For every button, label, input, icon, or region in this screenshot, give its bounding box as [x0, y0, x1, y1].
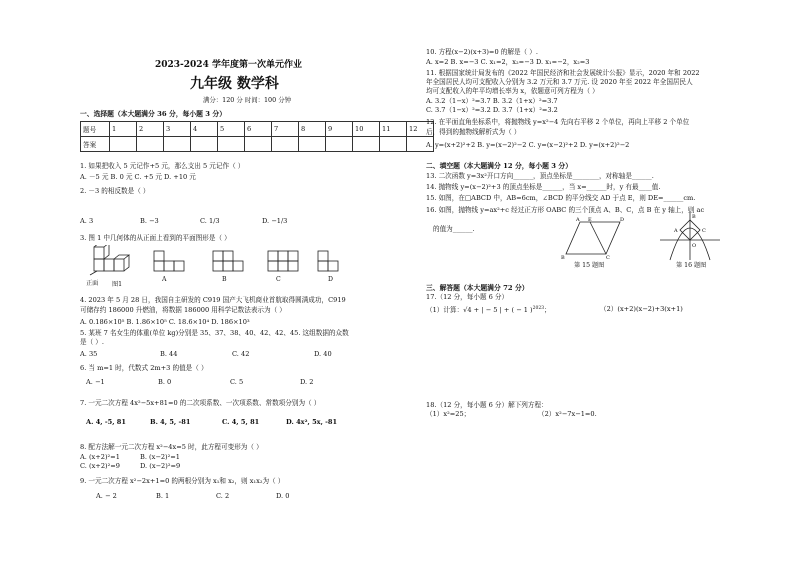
question-14: 14. 抛物线 y=(x−2)²+3 的顶点坐标是______，当 x=______时，y 有最____值.	[426, 183, 661, 191]
table-row	[81, 137, 434, 152]
section-fill-blank: 二、填空题（本大题满分 12 分，每小题 3 分）	[426, 162, 572, 170]
question-2: 2. －3 的相反数是（ ）	[80, 187, 150, 195]
question-7-option-b: B. 4, 5, -81	[150, 418, 191, 426]
question-7-option-d: D. 4x², 5x, -81	[286, 418, 338, 426]
question-9-option-c: C. 2	[216, 492, 230, 500]
question-11-line-1: 11. 根据国家统计局发布的《2022 年国民经济和社会发展统计公报》显示，2020 年和 2022	[426, 69, 700, 77]
question-4-line-1: 4. 2023 年 5 月 28 日，我国自主研发的 C919 国产大飞机商业首航取得圆满成功，C919	[80, 296, 346, 304]
question-4-line-2: 可储存约 186000 升燃油，将数据 186000 用科学记数法表示为（ ）	[80, 306, 286, 314]
question-9-option-b: B. 1	[156, 492, 170, 500]
question-8-option-d: D. (x−2)²=9	[140, 462, 181, 470]
figure-15-parallelogram	[560, 216, 630, 260]
answer-cell[interactable]	[164, 137, 191, 152]
question-5-option-c: C. 42	[232, 350, 250, 358]
question-8-option-b: B. (x−2)²=1	[140, 453, 180, 461]
svg-text:A: A	[674, 228, 678, 234]
question-10-options: A. x=2 B. x=−3 C. x₁=2，x₂=−3 D. x₁=−2，x₂=3	[426, 58, 590, 66]
question-13: 13. 二次函数 y=3x²开口方向______，顶点坐标是________，对称轴是______.	[426, 172, 654, 180]
question-2-option-c: C. 1/3	[200, 217, 220, 225]
svg-text:B: B	[692, 214, 696, 220]
table-cell: 7	[272, 122, 299, 137]
question-6-option-d: D. 2	[300, 378, 314, 386]
table-cell: 6	[245, 122, 272, 137]
question-5-option-b: B. 44	[160, 350, 178, 358]
question-5-option-a: A. 35	[80, 350, 98, 358]
table-cell: 9	[326, 122, 353, 137]
question-12-line-2: 后，得到的抛物线解析式为（ ）	[426, 128, 521, 136]
question-8: 8. 配方法解一元二次方程 x²−4x=5 时，此方程可变形为（ ）	[80, 443, 263, 451]
question-18: 18.（12 分，每小题 6 分）解下列方程：	[426, 401, 548, 409]
table-cell: 5	[218, 122, 245, 137]
q3-label-c: C	[276, 276, 281, 283]
answer-cell[interactable]	[218, 137, 245, 152]
question-16-line-2: 的值为______.	[433, 225, 475, 233]
question-18-part-2: （2）x²−7x−1=0.	[538, 410, 597, 418]
question-2-option-a: A. 3	[80, 217, 94, 225]
question-11-line-2: 年全国居民人均可支配收入分别为 3.2 万元和 3.7 万元. 设 2020 年至 2022 年全国居民人	[426, 78, 693, 86]
section-solve: 三、解答题（本大题满分 72 分）	[426, 284, 529, 292]
question-10: 10. 方程(x−2)(x+3)=0 的解是（ ）.	[426, 48, 538, 56]
question-4-options: A. 0.186×10⁵ B. 1.86×10⁵ C. 18.6×10⁴ D. 186×10³	[80, 318, 250, 326]
exam-title: 2023-2024 学年度第一次单元作业	[155, 60, 302, 70]
table-cell: 11	[380, 122, 407, 137]
table-cell: 10	[353, 122, 380, 137]
question-6: 6. 当 m=1 时，代数式 2m+3 的值是（ ）	[80, 364, 208, 372]
svg-text:O: O	[692, 243, 697, 249]
section-choice: 一、选择题（本大题满分 36 分，每小题 3 分）	[80, 110, 226, 118]
answer-cell[interactable]	[137, 137, 164, 152]
figure-16-parabola	[658, 210, 722, 262]
answer-cell[interactable]	[326, 137, 353, 152]
question-2-option-d: D. −1/3	[262, 217, 288, 225]
question-6-option-c: C. 5	[230, 378, 244, 386]
table-cell: 8	[299, 122, 326, 137]
question-7: 7. 一元二次方程 4x²−5x+81=0 的二次项系数、一次项系数、常数项分别为（ ）	[80, 399, 321, 407]
answer-cell[interactable]	[110, 137, 137, 152]
question-11-line-3: 均可支配收入的年平均增长率为 x，依题意可列方程为（ ）	[426, 87, 599, 95]
figure-16-caption: 第 16 题图	[676, 262, 707, 269]
exam-meta: 满分：120 分 时间：100 分钟	[203, 96, 292, 104]
question-5-line-1: 5. 某班 7 名女生的体重(单位 kg)分别是 35、37、38、40、42、42、45. 这组数据的众数	[80, 329, 349, 337]
question-18-part-1: （1）x²=25；	[426, 410, 471, 418]
svg-text:C: C	[606, 255, 610, 260]
answer-table	[80, 121, 434, 152]
question-6-option-a: A. −1	[86, 378, 105, 386]
table-cell: 2	[137, 122, 164, 137]
question-17-part-1: （1）计算：√4 + | − 5 | + ( − 1 )$^{2023}$；	[426, 306, 551, 315]
table-cell: 12	[407, 122, 434, 137]
svg-text:B: B	[561, 255, 565, 260]
question-2-option-b: B. −3	[140, 217, 159, 225]
table-head-answer: 答案	[81, 137, 110, 152]
question-12-line-1: 12. 在平面直角坐标系中，将抛物线 y=x²−4 先向右平移 2 个单位，再向上平移 2 个单位	[426, 118, 690, 126]
question-17-part-1-exponent: 2023	[532, 306, 545, 311]
question-17-part-2: （2）(x+2)(x−2)+3(x+1)	[600, 305, 683, 313]
question-16-line-1: 16. 如图，抛物线 y=ax²+c 经过正方形 OABC 的三个顶点 A、B、C，点 B 在 y 轴上，则 ac	[426, 206, 705, 214]
answer-cell[interactable]	[299, 137, 326, 152]
answer-cell[interactable]	[191, 137, 218, 152]
answer-cell[interactable]	[272, 137, 299, 152]
question-7-option-c: C. 4, 5, 81	[222, 418, 260, 426]
table-head-number: 题号	[81, 122, 110, 137]
svg-text:E: E	[588, 217, 592, 223]
figure-1-label: 图1	[112, 281, 123, 288]
question-9-option-d: D. 0	[276, 492, 290, 500]
question-11-options-2: C. 3.7（1−x）²=3.2 D. 3.7（1+x）²=3.2	[426, 106, 558, 114]
question-1: 1. 如果把收入 5 元记作+5 元，那么支出 5 元记作（ ）	[80, 162, 245, 170]
svg-text:A: A	[576, 217, 580, 223]
question-5-line-2: 是（ ）.	[80, 338, 104, 346]
question-6-option-b: B. 0	[158, 378, 172, 386]
table-cell: 1	[110, 122, 137, 137]
question-17-part-1-text: （1）计算：√4 + | − 5 | + ( − 1 )	[426, 306, 533, 315]
question-8-option-a: A. (x+2)²=1	[80, 453, 120, 461]
question-8-option-c: C. (x+2)²=9	[80, 462, 120, 470]
question-9-option-a: A. − 2	[96, 492, 117, 500]
svg-text:C: C	[702, 228, 706, 234]
table-cell: 3	[164, 122, 191, 137]
exam-subject: 九年级 数学科	[190, 76, 279, 92]
q3-label-b: B	[222, 276, 227, 283]
question-3: 3. 图 1 中几何体的从正面上看到的平面图形是（ ）	[80, 234, 231, 242]
answer-cell[interactable]	[380, 137, 407, 152]
question-5-option-d: D. 40	[314, 350, 332, 358]
answer-cell[interactable]	[353, 137, 380, 152]
table-row	[81, 122, 434, 137]
question-7-option-a: A. 4, -5, 81	[86, 418, 126, 426]
answer-cell[interactable]	[245, 137, 272, 152]
question-15: 15. 如图，在□ABCD 中，AB=6cm，∠BCD 的平分线交 AD 于点 E，则 DE=______cm.	[426, 194, 696, 202]
question-9: 9. 一元二次方程 x²−2x+1=0 的两根分别为 x₁和 x₂，则 x₁x₂为（ ）	[80, 477, 285, 485]
q3-label-d: D	[328, 276, 333, 283]
question-12-options: A. y=(x+2)²+2 B. y=(x−2)²−2 C. y=(x−2)²+2 D. y=(x+2)²−2	[426, 141, 630, 149]
question-1-options: A. －5 元 B. 0 元 C. +5 元 D. +10 元	[80, 173, 196, 181]
svg-text:D: D	[620, 217, 625, 223]
figure-front-label: 正面	[86, 280, 99, 287]
question-11-options-1: A. 3.2（1−x）²=3.7 B. 3.2（1+x）²=3.7	[426, 97, 558, 105]
question-17: 17.（12 分，每小题 6 分）	[426, 293, 509, 301]
figure-15-caption: 第 15 题图	[574, 262, 605, 269]
table-cell: 4	[191, 122, 218, 137]
q3-label-a: A	[162, 276, 167, 283]
